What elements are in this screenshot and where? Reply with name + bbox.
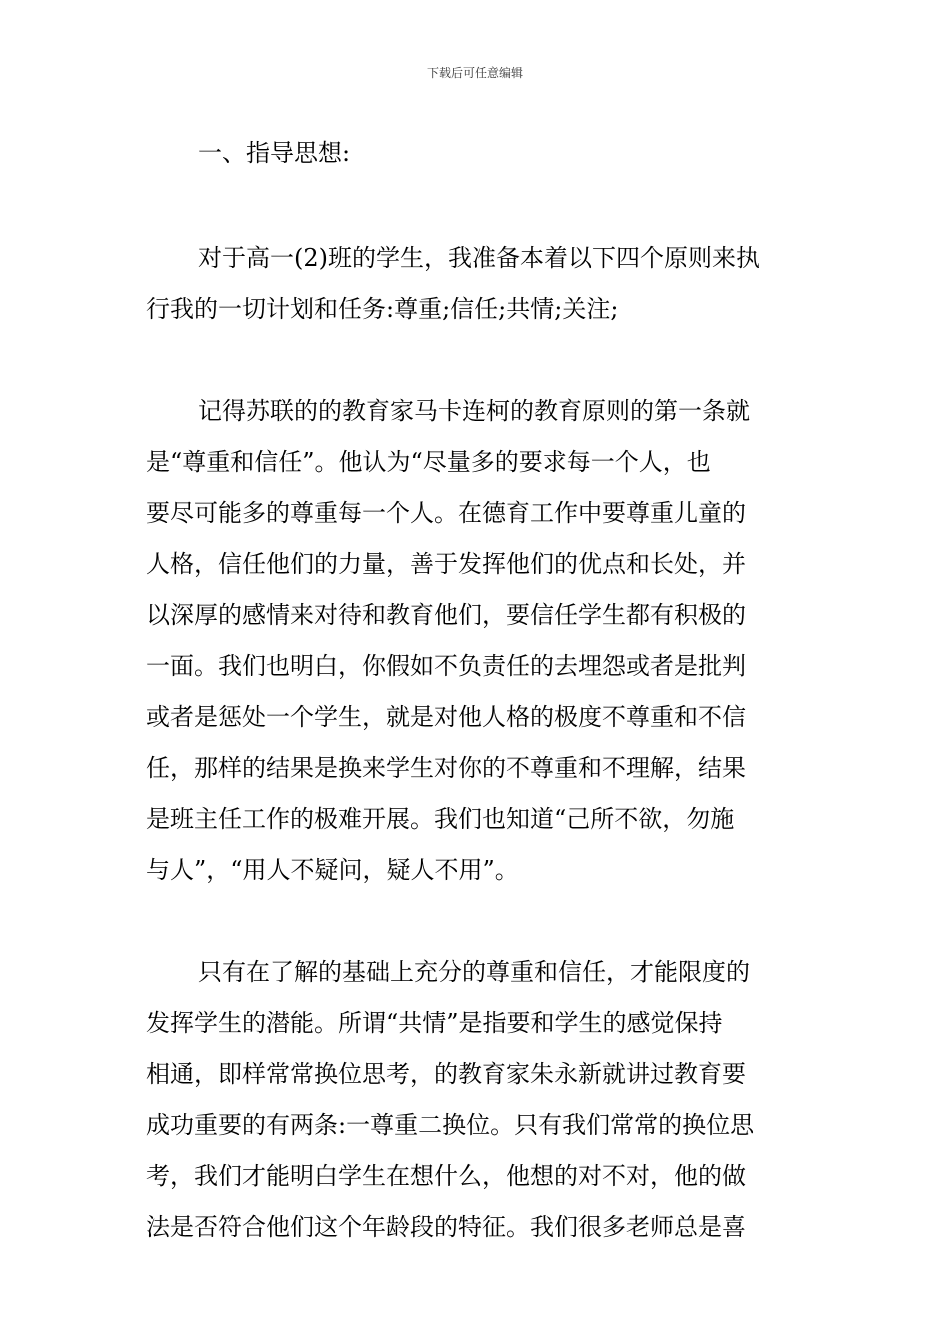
paragraph-line: 是“尊重和信任”。他认为“尽量多的要求每一个人，也 [146, 448, 711, 476]
paragraph-line: 以深厚的感情来对待和教育他们，要信任学生都有积极的 [146, 601, 746, 629]
paragraph-spacer [146, 179, 806, 233]
paragraph-line: 考，我们才能明白学生在想什么，他想的对不对，他的做 [146, 1162, 746, 1190]
paragraph-line: 只有在了解的基础上充分的尊重和信任，才能限度的 [198, 958, 750, 986]
paragraph-line: 人格，信任他们的力量，善于发挥他们的优点和长处，并 [146, 550, 746, 578]
paragraph-1 [146, 233, 806, 335]
paragraph-spacer [146, 896, 806, 947]
paragraph-line: 成功重要的有两条:一尊重二换位。只有我们常常的换位思 [146, 1111, 755, 1139]
paragraph-spacer [146, 335, 806, 386]
paragraph-line: 行我的一切计划和任务:尊重;信任;共情;关注; [146, 295, 619, 323]
paragraph-line: 要尽可能多的尊重每一个人。在德育工作中要尊重儿童的 [146, 499, 746, 527]
paragraph-line: 是班主任工作的极难开展。我们也知道“己所不欲，勿施 [146, 805, 735, 833]
paragraph-line: 或者是惩处一个学生，就是对他人格的极度不尊重和不信 [146, 703, 746, 731]
paragraph-line: 任，那样的结果是换来学生对你的不尊重和不理解，结果 [146, 754, 746, 782]
paragraph-line: 记得苏联的的教育家马卡连柯的教育原则的第一条就 [198, 397, 750, 425]
paragraph-line: 与人”，“用人不疑问，疑人不用”。 [146, 856, 519, 884]
paragraph-line: 一面。我们也明白，你假如不负责任的去埋怨或者是批判 [146, 652, 746, 680]
header-note: 下载后可任意编辑 [426, 66, 523, 80]
paragraph-line: 发挥学生的潜能。所谓“共情”是指要和学生的感觉保持 [146, 1009, 723, 1037]
document-body [146, 128, 806, 1253]
paragraph-line: 对于高一(2)班的学生，我准备本着以下四个原则来执 [198, 244, 760, 272]
section-heading: 一、指导思想: [198, 139, 351, 167]
paragraph-line: 相通，即样常常换位思考，的教育家朱永新就讲过教育要 [146, 1060, 746, 1088]
paragraph-3 [146, 947, 806, 1253]
paragraph-line: 法是否符合他们这个年龄段的特征。我们很多老师总是喜 [146, 1213, 746, 1241]
paragraph-2 [146, 386, 806, 896]
